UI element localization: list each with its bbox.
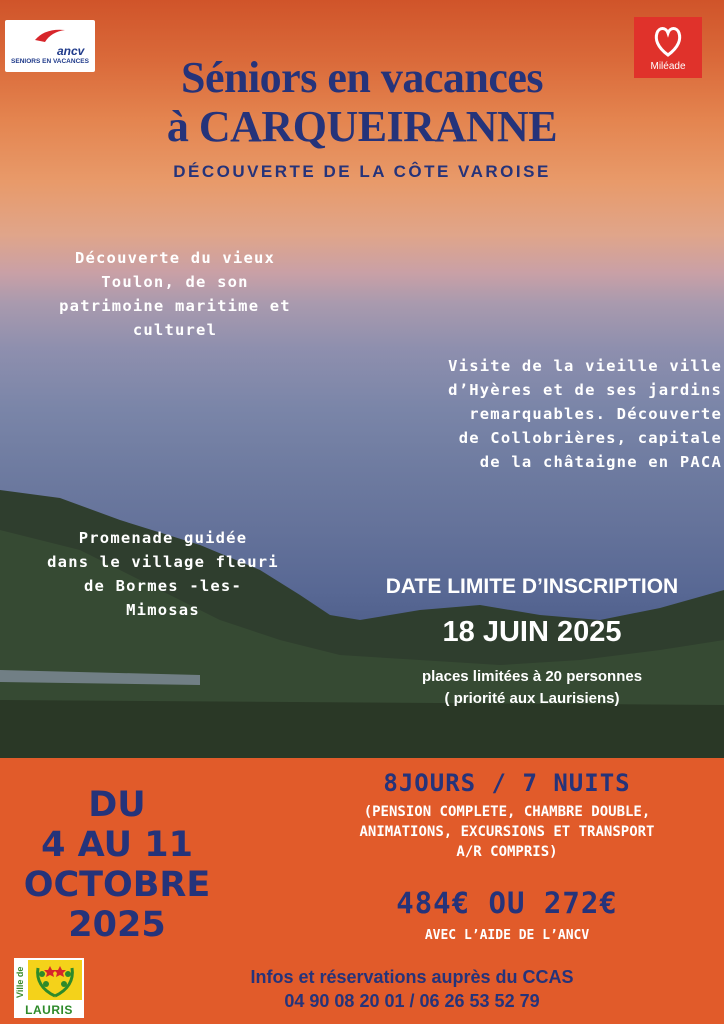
includes-line3: A/R COMPRIS) [456, 844, 558, 860]
highlight-hyeres: Visite de la vieille ville d’Hyères et de ses jardins remarquables. Découverte de Collobrières, capitale de la châtaigne en PACA [448, 357, 722, 471]
lauris-ville-label: Ville de [15, 966, 25, 998]
ancv-brand: ancv [57, 44, 85, 58]
highlight-toulon: Découverte du vieux Toulon, de son patrimoine maritime et culturel [59, 249, 291, 339]
places-limit: places limitées à 20 personnes [421, 668, 643, 685]
contact-infos: Infos et réservations auprès du CCAS [250, 967, 574, 987]
contact-info [100, 965, 724, 1013]
deadline-date: 18 JUIN 2025 [442, 616, 622, 648]
places-info [340, 666, 724, 710]
dates-line3: OCTOBRE [23, 865, 211, 905]
laurel-emblem-icon [28, 960, 82, 1000]
dates-line1: DU [88, 785, 146, 825]
dates-line2: 4 AU 11 [41, 825, 193, 865]
places-priority: ( priorité aux Laurisiens) [444, 690, 620, 707]
page-title-line1: Séniors en vacances [180, 53, 544, 102]
stay-duration: 8JOURS / 7 NUITS [383, 769, 631, 797]
stay-price: 484€ OU 272€ [396, 886, 618, 920]
page-title-line2: à CARQUEIRANNE [166, 102, 558, 151]
highlight-bormes: Promenade guidée dans le village fleuri de Bormes -les- Mimosas [47, 529, 279, 619]
lauris-name: LAURIS [25, 1003, 73, 1017]
stay-includes [290, 802, 724, 862]
mileade-name: Miléade [650, 61, 686, 72]
includes-line2: ANIMATIONS, EXCURSIONS ET TRANSPORT [359, 824, 655, 840]
lauris-logo [14, 958, 84, 1018]
ancv-bird-icon [33, 26, 67, 46]
contact-phones: 04 90 08 20 01 / 06 26 53 52 79 [284, 991, 540, 1011]
deadline-label: DATE LIMITE D’INSCRIPTION [385, 575, 679, 598]
stay-dates [12, 785, 222, 945]
dates-line4: 2025 [68, 905, 166, 945]
includes-line1: (PENSION COMPLETE, CHAMBRE DOUBLE, [363, 804, 651, 820]
ancv-subtitle: SENIORS EN VACANCES [11, 58, 89, 65]
page-subtitle: DÉCOUVERTE DE LA CÔTE VAROISE [173, 162, 551, 181]
ancv-aid-note: AVEC L’AIDE DE L’ANCV [424, 928, 590, 943]
